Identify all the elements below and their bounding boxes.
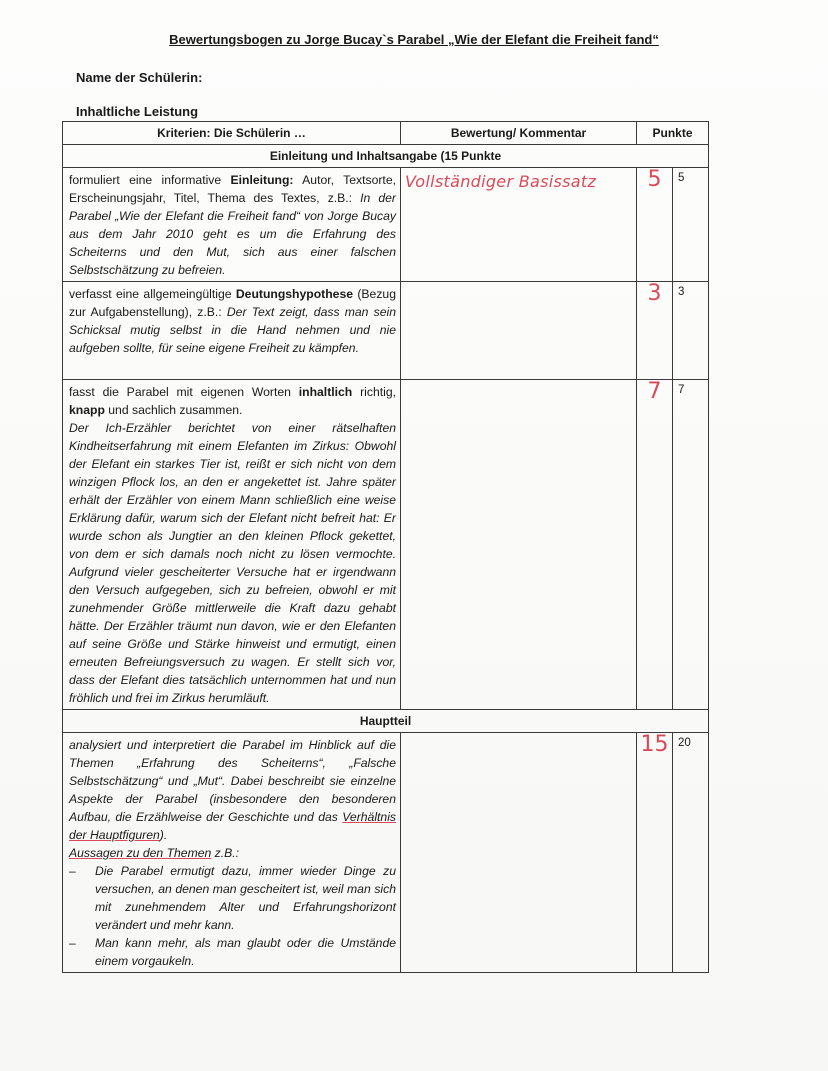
max-points: 5 [673, 168, 709, 282]
criterion-text: formuliert eine informative Einleitung: Autor, Textsorte, Erscheinungsjahr, Titel, Thema des Textes, z.B.: In der Parabel „Wie der Elefant die Freiheit fand“ von Jorge Bucay aus dem Jahr 2010 geht es um die Erfahrung des Scheiterns und den Mut, sich aus einer falschen Selbstschätzung zu befreien. [63, 168, 401, 282]
comment-cell [401, 282, 637, 380]
table-row [63, 733, 709, 973]
max-points: 20 [673, 733, 709, 973]
comment-cell [401, 380, 637, 710]
table-row [63, 168, 709, 282]
awarded-score: 3 [637, 282, 673, 380]
criterion-text: analysiert und interpretiert die Parabel im Hinblick auf die Themen „Erfahrung des Scheiterns“, „Falsche Selbstschätzung“ und „Mut“. Dabei beschreibt sie einzelne Aspekte der Parabel (insbesondere den besonderen Aufbau, die Erzählweise der Geschichte und das Verhältnis der Hauptfiguren). Aussagen zu den Themen z.B.: – Die Parabel ermutigt dazu, immer wieder Dinge zu versuchen, an denen man gescheitert ist, weil man sich mit zunehmendem Alter und Erfahrungshorizont verändert und mehr kann. – Man kann mehr, als man glaubt oder die Umstände einem vorgaukeln. [63, 733, 401, 973]
list-item: – Man kann mehr, als man glaubt oder die Umstände einem vorgaukeln. [69, 936, 396, 968]
comment-column-header: Bewertung/ Kommentar [401, 122, 637, 145]
points-column-header: Punkte [637, 122, 709, 145]
table-header-row [63, 122, 709, 145]
max-points: 7 [673, 380, 709, 710]
section-title: Hauptteil [63, 710, 709, 733]
page-title: Bewertungsbogen zu Jorge Bucay`s Parabel „Wie der Elefant die Freiheit fand“ [169, 32, 659, 47]
criteria-column-header: Kriterien: Die Schülerin … [63, 122, 401, 145]
table-row [63, 282, 709, 380]
statement-list [69, 862, 396, 970]
section-heading: Inhaltliche Leistung [76, 104, 199, 119]
comment-cell [401, 733, 637, 973]
criterion-text: verfasst eine allgemeingültige Deutungshypothese (Bezug zur Aufgabenstellung), z.B.: Der Text zeigt, dass man sein Schicksal mutig selbst in die Hand nehmen und nie aufgeben sollte, für seine eigene Freiheit zu kämpfen. [63, 282, 401, 380]
table-row [63, 380, 709, 710]
section-row-introduction [63, 145, 709, 168]
list-item: – Die Parabel ermutigt dazu, immer wieder Dinge zu versuchen, an denen man gescheitert ist, weil man sich mit zunehmendem Alter und Erfahrungshorizont verändert und mehr kann. [69, 864, 396, 932]
comment-cell: Vollständiger Basissatz [401, 168, 637, 282]
awarded-score: 5 [637, 168, 673, 282]
section-title: Einleitung und Inhaltsangabe (15 Punkte [63, 145, 709, 168]
student-name-label: Name der Schülerin: [76, 70, 203, 85]
grading-table [62, 121, 709, 973]
criterion-text: fasst die Parabel mit eigenen Worten inhaltlich richtig, knapp und sachlich zusammen. Der Ich-Erzähler berichtet von einer rätselhaften Kindheitserfahrung mit einem Elefanten im Zirkus: Obwohl der Elefant ein starkes Tier ist, reißt er sich nicht von dem winzigen Pflock los, an den er angekettet ist. Jahre später erhält der Erzähler von einem Mann schließlich eine weise Erklärung dafür, warum sich der Elefant nicht befreit hat: Er wurde schon als Jungtier an den kleinen Pflock gekettet, von dem er sich damals noch nicht zu lösen vermochte. Aufgrund vieler gescheiterter Versuche hat er irgendwann den Versuch aufgegeben, sich zu befreien, obwohl er mit zunehmender Größe mittlerweile die Kraft dazu gehabt hätte. Der Erzähler träumt nun davon, wie er den Elefanten auf seine Größe und Stärke hinweist und ermutigt, einen erneuten Befreiungsversuch zu wagen. Er stellt sich vor, dass der Elefant dies tatsächlich unternommen hat und nun fröhlich und frei im Zirkus herumläuft. [63, 380, 401, 710]
awarded-score: 15 [637, 733, 673, 973]
max-points: 3 [673, 282, 709, 380]
section-row-main-part [63, 710, 709, 733]
awarded-score: 7 [637, 380, 673, 710]
